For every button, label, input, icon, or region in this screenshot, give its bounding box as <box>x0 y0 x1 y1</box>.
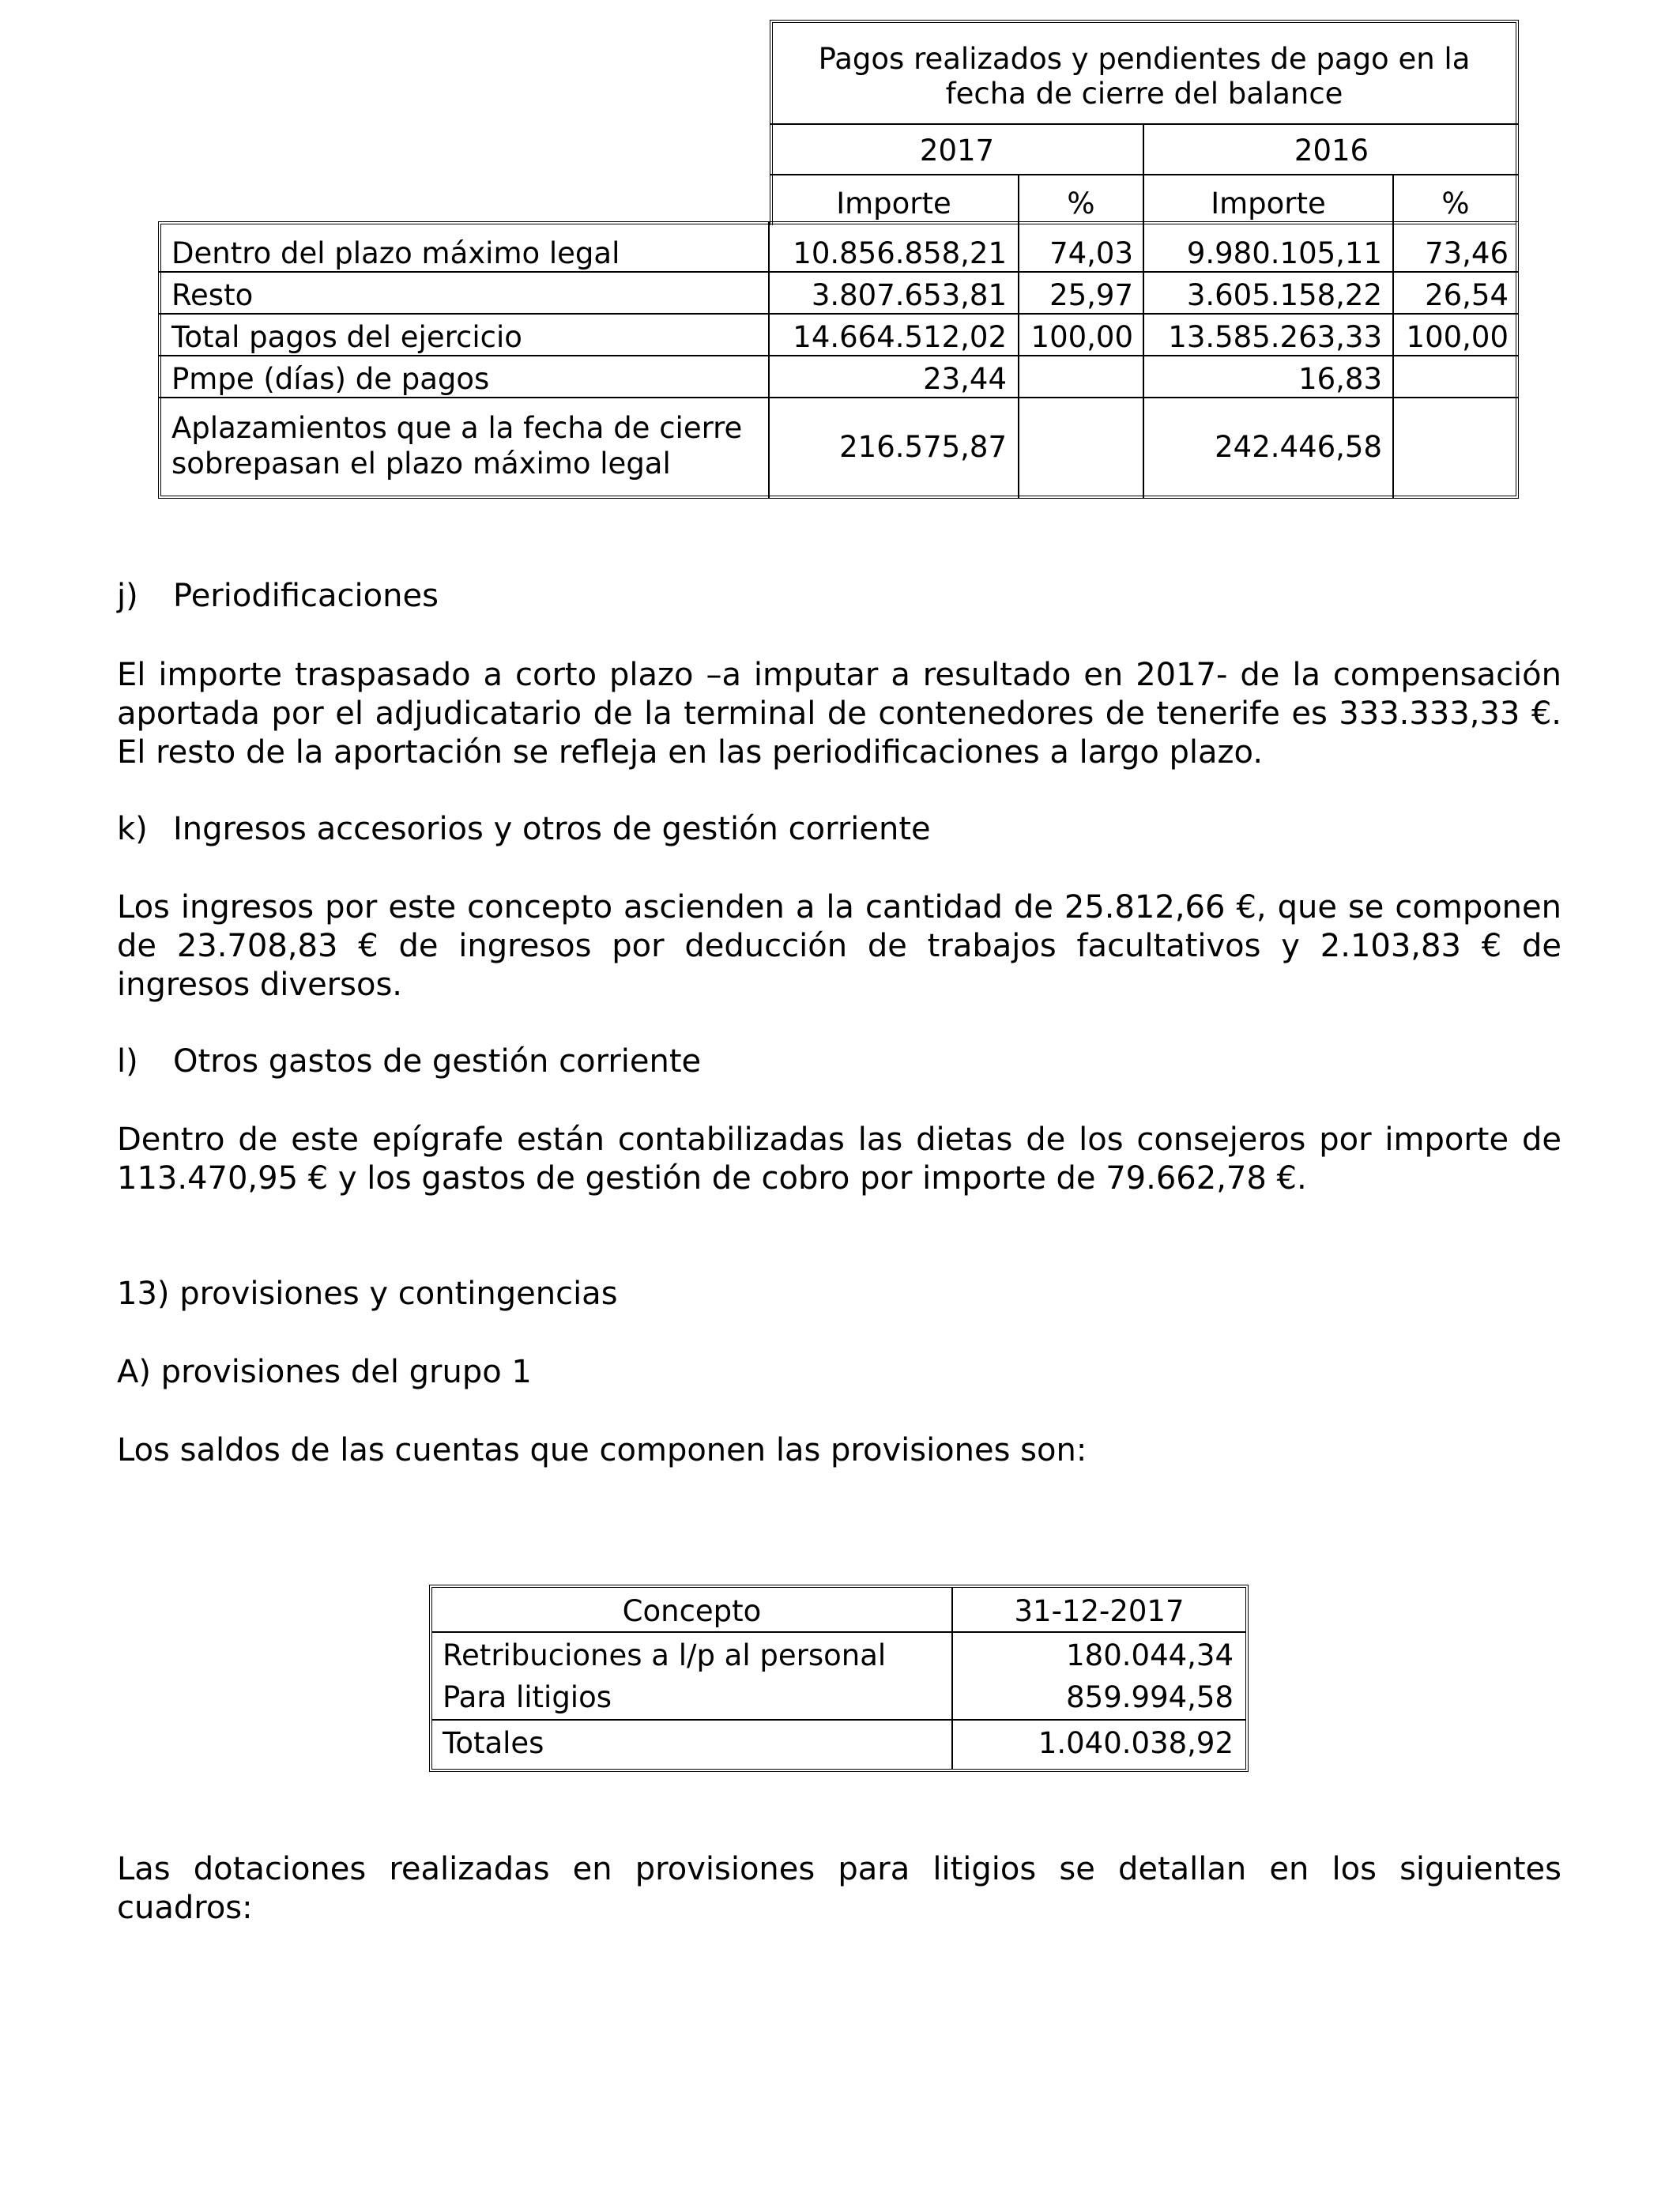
col-pct-2017: % <box>1067 187 1095 221</box>
section-j-heading <box>117 577 439 616</box>
col-importe-2016: Importe <box>1211 187 1326 221</box>
year-2016: 2016 <box>1294 134 1369 168</box>
divider <box>432 1631 1245 1633</box>
total-label: Totales <box>443 1726 544 1760</box>
row-value: 100,00 <box>1406 320 1509 354</box>
col-pct-2016: % <box>1441 187 1470 221</box>
table-title-line2: fecha de cierre del balance <box>945 77 1343 111</box>
section-l-heading <box>117 1042 701 1081</box>
section-j-title: Periodificaciones <box>173 578 439 614</box>
divider <box>770 174 1519 175</box>
section-l-text: Dentro de este epígrafe están contabilizadas las dietas de los consejeros por importe de 113.470,95 € y los gastos de gestión de cobro por importe de 79.662,78 €. <box>117 1122 1561 1197</box>
divider <box>770 123 1519 125</box>
row-label: Resto <box>171 278 254 312</box>
section-13-subtitle: A) provisiones del grupo 1 <box>117 1354 532 1390</box>
row-label: Pmpe (días) de pagos <box>171 362 490 396</box>
section-j-text: El importe traspasado a corto plazo –a imputar a resultado en 2017- de la compensación aportada por el adjudicatario de la terminal de contenedores de tenerife es 333.333,33 €. El resto de la aportación se refleja en las periodificaciones a largo plazo. <box>117 657 1561 771</box>
row-value: 23,44 <box>923 362 1007 396</box>
year-2017: 2017 <box>919 134 995 168</box>
row-value: 13.585.263,33 <box>1168 320 1382 354</box>
row-label: sobrepasan el plazo máximo legal <box>171 447 671 481</box>
row-label: Total pagos del ejercicio <box>171 320 522 354</box>
row-value: 74,03 <box>1049 236 1133 270</box>
row-value: 3.605.158,22 <box>1186 278 1382 312</box>
row-value: 73,46 <box>1425 236 1509 270</box>
closing-text: Las dotaciones realizadas en provisiones para litigios se detallan en los siguientes cuadros: <box>117 1851 1561 1926</box>
section-k-text: Los ingresos por este concepto ascienden a la cantidad de 25.812,66 €, que se componen de 23.708,83 € de ingresos por deducción de trabajos facultativos y 2.103,83 € de ingresos diversos. <box>117 889 1561 1003</box>
row-value: 25,97 <box>1049 278 1133 312</box>
section-j-label: j) <box>117 578 138 614</box>
section-l-title: Otros gastos de gestión corriente <box>173 1043 702 1080</box>
row-value: 216.575,87 <box>839 430 1007 464</box>
section-l-label: l) <box>117 1043 138 1080</box>
section-13-title: 13) provisiones y contingencias <box>117 1276 618 1312</box>
section-13-intro: Los saldos de las cuentas que componen las provisiones son: <box>117 1432 1087 1468</box>
row-label: Dentro del plazo máximo legal <box>171 236 620 270</box>
table-row-value: 859.994,58 <box>1066 1680 1234 1714</box>
divider <box>432 1719 1245 1721</box>
payments-table <box>158 20 1519 499</box>
row-value: 10.856.858,21 <box>793 236 1007 270</box>
table-title-line1: Pagos realizados y pendientes de pago en la <box>818 42 1471 76</box>
row-value: 26,54 <box>1425 278 1509 312</box>
row-value: 14.664.512,02 <box>793 320 1007 354</box>
row-value: 16,83 <box>1298 362 1382 396</box>
row-value: 242.446,58 <box>1215 430 1382 464</box>
col-importe-2017: Importe <box>836 187 951 221</box>
col-concepto-header: Concepto <box>622 1594 762 1628</box>
table-row-label: Para litigios <box>443 1680 612 1714</box>
table-row-value: 180.044,34 <box>1066 1638 1234 1672</box>
row-value: 9.980.105,11 <box>1186 236 1382 270</box>
row-label: Aplazamientos que a la fecha de cierre <box>171 411 743 445</box>
row-value: 3.807.653,81 <box>811 278 1007 312</box>
provisions-table <box>429 1585 1249 1772</box>
row-value: 100,00 <box>1030 320 1133 354</box>
table-row-label: Retribuciones a l/p al personal <box>443 1638 887 1672</box>
section-k-title: Ingresos accesorios y otros de gestión corriente <box>173 811 931 847</box>
col-date-header: 31-12-2017 <box>1014 1594 1185 1628</box>
section-k-label: k) <box>117 811 148 847</box>
total-value: 1.040.038,92 <box>1038 1726 1234 1760</box>
section-k-heading <box>117 810 931 849</box>
